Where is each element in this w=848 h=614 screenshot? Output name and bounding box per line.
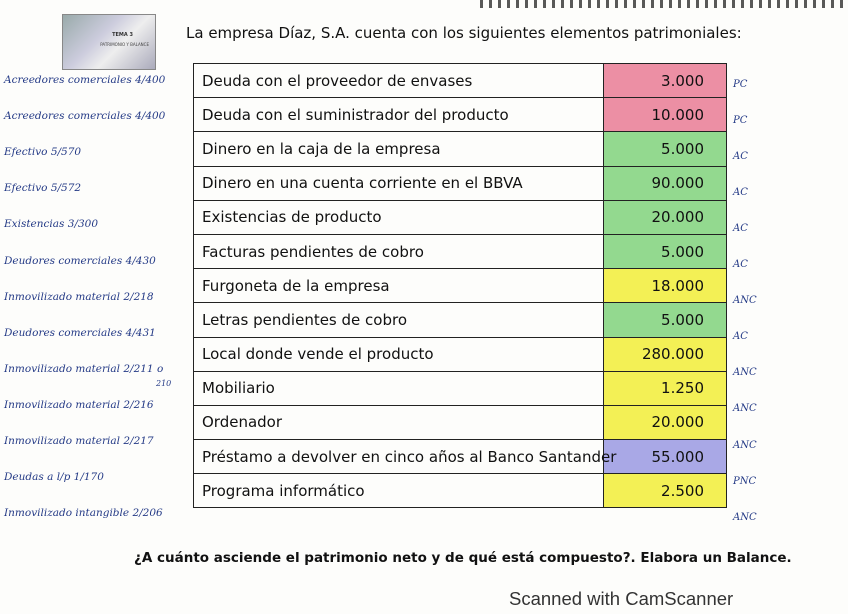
handwritten-account-note: Acreedores comerciales 4/400 [4, 74, 166, 86]
item-amount: 10.000 [604, 98, 727, 132]
item-description: Mobiliario [194, 371, 604, 405]
thumbnail-title: TEMA 3 [112, 32, 133, 38]
table-row [194, 371, 727, 405]
topic-thumbnail-image [62, 14, 156, 70]
item-amount: 55.000 [604, 440, 727, 474]
item-description: Deuda con el proveedor de envases [194, 64, 604, 98]
handwritten-classification-note: AC [733, 222, 748, 234]
handwritten-account-note: Inmovilizado material 2/216 [4, 398, 154, 411]
item-amount: 20.000 [604, 405, 727, 439]
handwritten-classification-note: PC [733, 78, 748, 90]
handwritten-classification-note: AC [733, 186, 748, 198]
handwritten-account-note: Inmovilizado intangible 2/206 [4, 507, 163, 520]
handwritten-account-note: Inmovilizado material 2/211 o [4, 362, 164, 375]
item-amount: 90.000 [604, 166, 727, 200]
handwritten-classification-note: AC [733, 259, 748, 270]
item-description: Dinero en una cuenta corriente en el BBVA [194, 166, 604, 200]
handwritten-account-note: Efectivo 5/570 [4, 146, 82, 159]
handwritten-account-note: Inmovilizado material 2/218 [4, 290, 154, 303]
item-description: Programa informático [194, 474, 604, 508]
item-description: Furgoneta de la empresa [194, 269, 604, 303]
table-row [194, 405, 727, 439]
patrimonial-elements-table [193, 63, 727, 508]
item-amount: 2.500 [604, 474, 727, 508]
table-row [194, 64, 727, 98]
handwritten-classification-note: AC [733, 150, 748, 162]
thumbnail-subtitle: PATRIMONIO Y BALANCE [100, 42, 149, 47]
handwritten-classification-note: ANC [733, 511, 757, 523]
table-row [194, 474, 727, 508]
table-row [194, 303, 727, 337]
handwritten-account-note: Deudores comerciales 4/431 [4, 326, 156, 339]
table-row [194, 98, 727, 132]
handwritten-classification-note: ANC [733, 367, 757, 379]
item-amount: 280.000 [604, 337, 727, 371]
table-row [194, 269, 727, 303]
handwritten-classification-note: PNC [733, 475, 757, 487]
handwritten-extra-account: 210 [156, 379, 172, 388]
handwritten-account-note: Deudores comerciales 4/430 [4, 254, 156, 267]
item-amount: 5.000 [604, 303, 727, 337]
table-row [194, 132, 727, 166]
handwritten-classification-note: ANC [733, 403, 757, 415]
item-description: Ordenador [194, 405, 604, 439]
item-amount: 5.000 [604, 234, 727, 268]
page-title: La empresa Díaz, S.A. cuenta con los siguientes elementos patrimoniales: [186, 24, 742, 42]
handwritten-classification-note: ANC [733, 439, 757, 451]
item-description: Préstamo a devolver en cinco años al Banco Santander [194, 440, 604, 474]
handwritten-classification-note: AC [733, 331, 748, 343]
handwritten-account-note: Acreedores comerciales 4/400 [4, 110, 166, 123]
item-description: Deuda con el suministrador del producto [194, 98, 604, 132]
notebook-spiral-binding [480, 0, 848, 8]
handwritten-account-note: Existencias 3/300 [4, 218, 99, 231]
item-description: Existencias de producto [194, 200, 604, 234]
table-row [194, 166, 727, 200]
handwritten-classification-note: PC [733, 114, 748, 126]
item-amount: 20.000 [604, 200, 727, 234]
table-row [194, 200, 727, 234]
table-row [194, 234, 727, 268]
handwritten-account-note: Efectivo 5/572 [4, 182, 82, 195]
item-amount: 1.250 [604, 371, 727, 405]
camscanner-watermark: Scanned with CamScanner [509, 588, 734, 609]
exercise-question: ¿A cuánto asciende el patrimonio neto y de qué está compuesto?. Elabora un Balance. [134, 550, 792, 566]
item-description: Letras pendientes de cobro [194, 303, 604, 337]
handwritten-classification-note: ANC [733, 295, 757, 307]
table-row [194, 440, 727, 474]
item-amount: 3.000 [604, 64, 727, 98]
item-description: Dinero en la caja de la empresa [194, 132, 604, 166]
handwritten-account-note: Inmovilizado material 2/217 [4, 435, 154, 447]
item-description: Facturas pendientes de cobro [194, 234, 604, 268]
item-amount: 5.000 [604, 132, 727, 166]
table-row [194, 337, 727, 371]
item-description: Local donde vende el producto [194, 337, 604, 371]
item-amount: 18.000 [604, 269, 727, 303]
handwritten-account-note: Deudas a l/p 1/170 [4, 471, 104, 484]
